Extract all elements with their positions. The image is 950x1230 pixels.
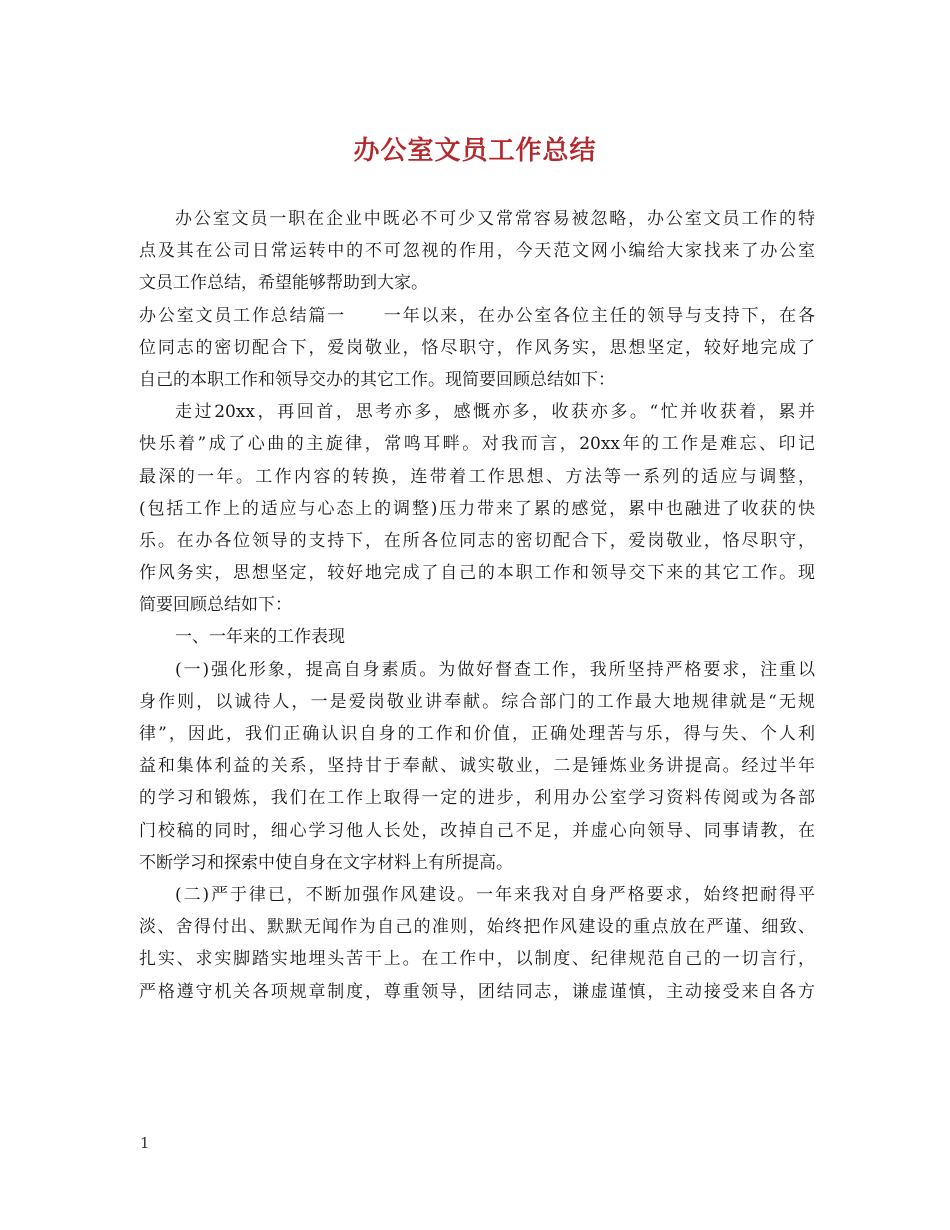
body-line: (一)强化形象，提高自身素质。为做好督查工作，我所坚持严格要求，注重以	[175, 659, 815, 680]
body-line: (包括工作上的适应与心态上的调整)压力带来了累的感觉，累中也融进了收获的快	[139, 498, 815, 519]
body-line: 快乐着”成了心曲的主旋律，常鸣耳畔。对我而言，20xx年的工作是难忘、印记	[139, 434, 815, 455]
body-line: 律”，因此，我们正确认识自身的工作和价值，正确处理苦与乐，得与失、个人利	[139, 724, 815, 744]
body-line: 最深的一年。工作内容的转换，连带着工作思想、方法等一系列的适应与调整，	[139, 466, 815, 487]
body-line: 简要回顾总结如下：	[139, 595, 292, 616]
body-line: 淡、舍得付出、默默无闻作为自己的准则，始终把作风建设的重点放在严谨、细致、	[139, 917, 815, 938]
body-line: 点及其在公司日常运转中的不可忽视的作用，今天范文网小编给大家找来了办公室	[139, 241, 815, 262]
document-title: 办公室文员工作总结	[353, 136, 597, 166]
body-line: 益和集体利益的关系，坚持甘于奉献、诚实敬业，二是锤炼业务讲提高。经过半年	[139, 756, 815, 777]
body-line: (二)严于律已，不断加强作风建设。一年来我对自身严格要求，始终把耐得平	[175, 884, 815, 905]
body-line: 办公室文员工作总结篇一 一年以来，在办公室各位主任的领导与支持下，在各	[139, 305, 815, 326]
body-line: 位同志的密切配合下，爱岗敬业，恪尽职守，作风务实，思想坚定，较好地完成了	[139, 337, 815, 358]
body-line: 自己的本职工作和领导交办的其它工作。现简要回顾总结如下：	[139, 369, 615, 390]
body-line: 作风务实，思想坚定，较好地完成了自己的本职工作和领导交下来的其它工作。现	[139, 563, 815, 584]
body-line: 乐。在办各位领导的支持下，在所各位同志的密切配合下，爱岗敬业，恪尽职守，	[139, 530, 815, 551]
page-number: 1	[140, 1134, 150, 1152]
body-line: 文员工作总结，希望能够帮助到大家。	[139, 273, 428, 294]
document-body	[139, 203, 815, 1008]
body-line: 扎实、求实脚踏实地埋头苦干上。在工作中，以制度、纪律规范自己的一切言行，	[139, 949, 815, 970]
body-line: 的学习和锻炼，我们在工作上取得一定的进步，利用办公室学习资料传阅或为各部	[139, 788, 815, 809]
body-line: 办公室文员一职在企业中既必不可少又常常容易被忽略，办公室文员工作的特	[175, 209, 815, 229]
body-line: 门校稿的同时，细心学习他人长处，改掉自己不足，并虚心向领导、同事请教，在	[139, 820, 815, 841]
body-line: 严格遵守机关各项规章制度，尊重领导，团结同志，谦虚谨慎，主动接受来自各方	[139, 981, 815, 1002]
body-line: 走过20xx，再回首，思考亦多，感慨亦多，收获亦多。“忙并收获着，累并	[175, 402, 815, 423]
body-line: 不断学习和探索中使自身在文字材料上有所提高。	[139, 852, 513, 873]
body-line: 身作则，以诚待人，一是爱岗敬业讲奉献。综合部门的工作最大地规律就是“无规	[139, 691, 815, 712]
body-line: 一、一年来的工作表现	[175, 627, 345, 648]
